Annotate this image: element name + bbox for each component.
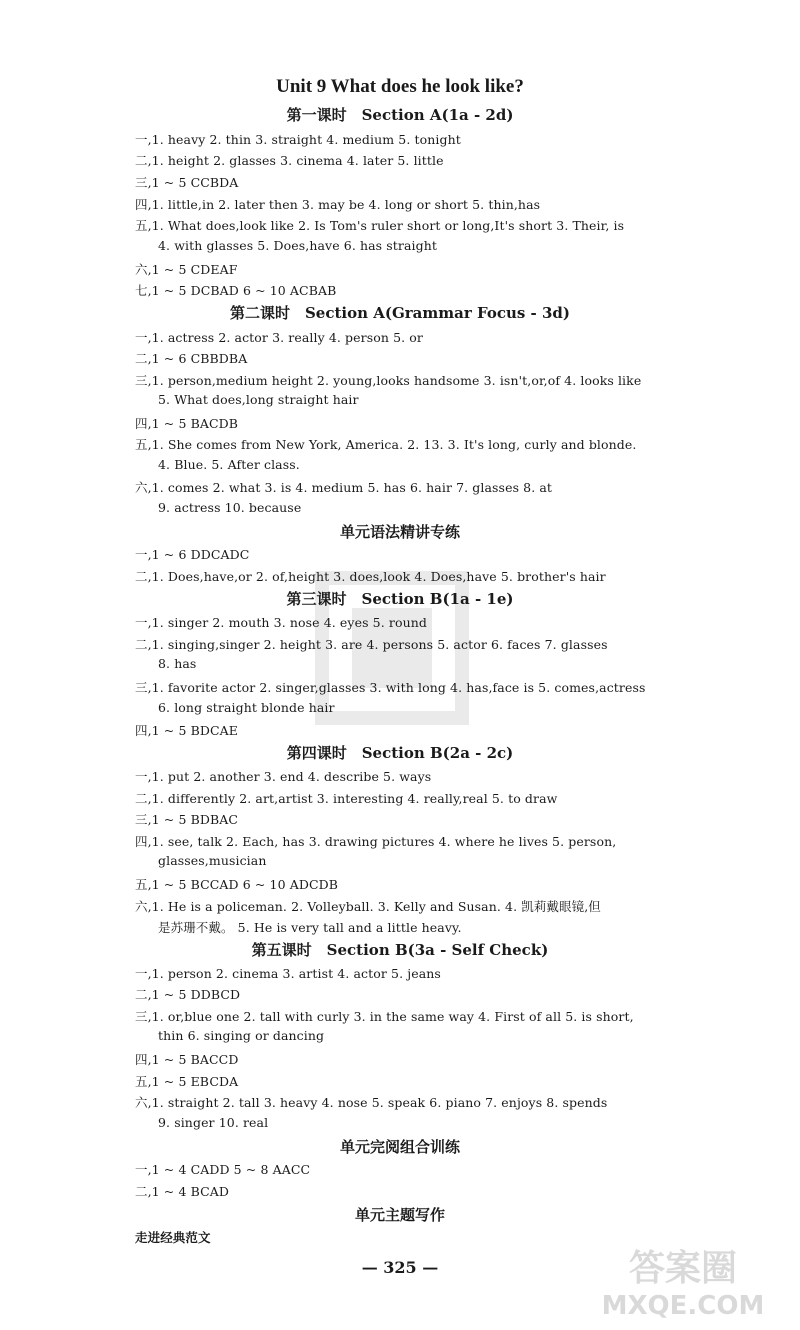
page-number: — 325 —: [361, 1258, 439, 1277]
answer-line: 二,1 ~ 4 BCAD: [135, 1184, 230, 1199]
answer-line: 二,1. singing,singer 2. height 3. are 4. persons 5. actor 6. faces 7. glasses: [135, 637, 608, 652]
answer-line: 四,1 ~ 5 BACDB: [135, 416, 239, 431]
answer-line: 一,1 ~ 4 CADD 5 ~ 8 AACC: [135, 1162, 311, 1177]
answer-line: 一,1. singer 2. mouth 3. nose 4. eyes 5. round: [135, 615, 427, 630]
answer-line: 一,1. actress 2. actor 3. really 4. person 5. or: [135, 330, 423, 345]
watermark-text: 答案圈: [628, 1248, 738, 1289]
answer-line: 二,1. Does,have,or 2. of,height 3. does,look 4. Does,have 5. brother's hair: [135, 569, 606, 584]
answer-line: 4. with glasses 5. Does,have 6. has straight: [158, 238, 438, 253]
answer-line: 三,1. or,blue one 2. tall with curly 3. in the same way 4. First of all 5. is short,: [135, 1009, 634, 1024]
answer-line: 六,1. straight 2. tall 3. heavy 4. nose 5. speak 6. piano 7. enjoys 8. spends: [135, 1095, 608, 1110]
section-heading-5: 第四课时 Section B(2a - 2c): [286, 744, 514, 762]
answer-line: 六,1. He is a policeman. 2. Volleyball. 3. Kelly and Susan. 4. 凯莉戴眼镜,但: [135, 899, 601, 914]
section-heading-8: 单元主题写作: [354, 1206, 445, 1224]
answer-line: 一,1 ~ 6 DDCADC: [135, 547, 250, 562]
answer-line: 8. has: [158, 656, 197, 671]
section-heading-2: 第二课时 Section A(Grammar Focus - 3d): [229, 304, 571, 322]
section-heading-7: 单元完阅组合训练: [339, 1138, 460, 1156]
answer-line: 五,1 ~ 5 BCCAD 6 ~ 10 ADCDB: [135, 877, 339, 892]
section-heading-3: 单元语法精讲专练: [339, 523, 460, 541]
answer-line: 一,1. person 2. cinema 3. artist 4. actor 5. jeans: [135, 966, 441, 981]
answer-line: 七,1 ~ 5 DCBAD 6 ~ 10 ACBAB: [135, 283, 337, 298]
answer-line: 二,1. height 2. glasses 3. cinema 4. later 5. little: [135, 153, 444, 168]
answer-line: 是苏珊不戴。 5. He is very tall and a little heavy.: [158, 920, 462, 935]
section-heading-4: 第三课时 Section B(1a - 1e): [286, 590, 514, 608]
answer-line: thin 6. singing or dancing: [158, 1028, 325, 1043]
section-heading-6: 第五课时 Section B(3a - Self Check): [251, 941, 549, 959]
answer-line: glasses,musician: [158, 853, 267, 868]
answer-line: 三,1 ~ 5 BDBAC: [135, 812, 239, 827]
unit-title: Unit 9 What does he look like?: [276, 76, 524, 97]
answer-line: 4. Blue. 5. After class.: [158, 457, 300, 472]
watermark-logo: [581, 1240, 786, 1322]
answer-line: 五,1. She comes from New York, America. 2. 13. 3. It's long, curly and blonde.: [135, 437, 637, 452]
answer-line: 二,1. differently 2. art,artist 3. interesting 4. really,real 5. to draw: [135, 791, 558, 806]
answer-line: 6. long straight blonde hair: [158, 700, 335, 715]
answer-line: 二,1 ~ 6 CBBDBA: [135, 351, 248, 366]
answer-line: 四,1 ~ 5 BDCAE: [135, 723, 238, 738]
answer-line: 三,1. favorite actor 2. singer,glasses 3. with long 4. has,face is 5. comes,actress: [135, 680, 646, 695]
answer-line: 三,1 ~ 5 CCBDA: [135, 175, 239, 190]
answer-line: 四,1. see, talk 2. Each, has 3. drawing pictures 4. where he lives 5. person,: [135, 834, 617, 849]
answer-line: 9. actress 10. because: [158, 500, 302, 515]
answer-line: 二,1 ~ 5 DDBCD: [135, 987, 241, 1002]
answer-line: 五,1. What does,look like 2. Is Tom's ruler short or long,It's short 3. Their, is: [135, 218, 625, 233]
answer-line: 五,1 ~ 5 EBCDA: [135, 1074, 239, 1089]
answer-line: 六,1 ~ 5 CDEAF: [135, 262, 238, 277]
answer-line: 一,1. heavy 2. thin 3. straight 4. medium 5. tonight: [135, 132, 461, 147]
answer-line: 走进经典范文: [135, 1230, 211, 1245]
answer-line: 六,1. comes 2. what 3. is 4. medium 5. has 6. hair 7. glasses 8. at: [135, 480, 553, 495]
answer-line: 一,1. put 2. another 3. end 4. describe 5. ways: [135, 769, 432, 784]
answer-line: 9. singer 10. real: [158, 1115, 269, 1130]
watermark-url: MXQE.COM: [601, 1291, 765, 1321]
answer-line: 三,1. person,medium height 2. young,looks handsome 3. isn't,or,of 4. looks like: [135, 373, 642, 388]
answer-line: 四,1. little,in 2. later then 3. may be 4. long or short 5. thin,has: [135, 197, 541, 212]
answer-line: 四,1 ~ 5 BACCD: [135, 1052, 239, 1067]
answer-line: 5. What does,long straight hair: [158, 392, 359, 407]
section-heading-1: 第一课时 Section A(1a - 2d): [286, 106, 514, 124]
